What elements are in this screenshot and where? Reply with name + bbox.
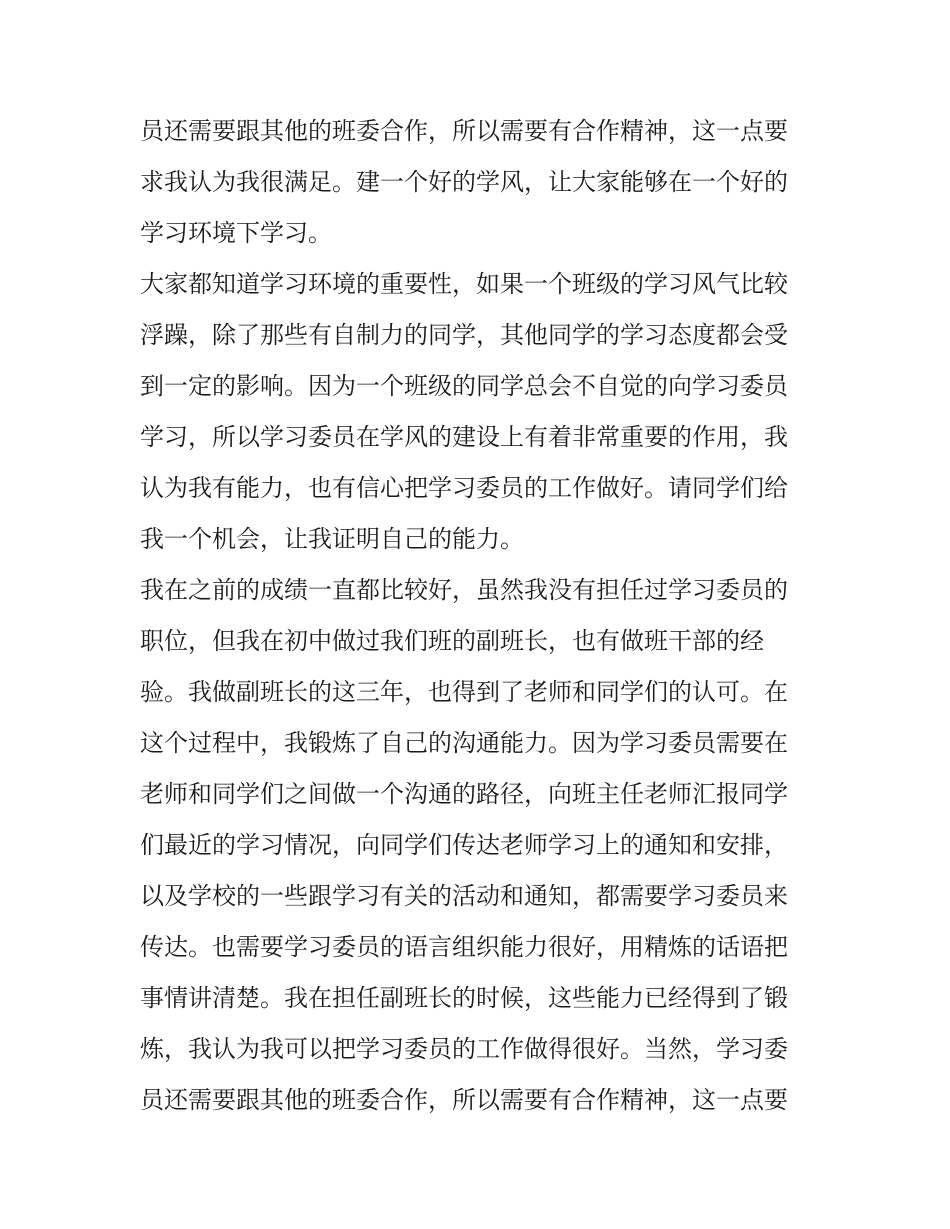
text-line: 员还需要跟其他的班委合作，所以需要有合作精神，这一点要 [140,117,788,145]
text-line: 认为我有能力，也有信心把学习委员的工作做好。请同学们给 [140,474,788,502]
text-line: 老师和同学们之间做一个沟通的路径，向班主任老师汇报同学 [140,780,788,808]
text-line: 们最近的学习情况，向同学们传达老师学习上的通知和安排， [140,831,788,859]
text-line: 大家都知道学习环境的重要性，如果一个班级的学习风气比较 [140,270,788,298]
text-line: 求我认为我很满足。建一个好的学风，让大家能够在一个好的 [140,168,788,196]
text-line: 事情讲清楚。我在担任副班长的时候，这些能力已经得到了锻 [140,984,788,1012]
text-line: 炼，我认为我可以把学习委员的工作做得很好。当然，学习委 [140,1035,788,1063]
text-line: 这个过程中，我锻炼了自己的沟通能力。因为学习委员需要在 [140,729,788,757]
text-line: 到一定的影响。因为一个班级的同学总会不自觉的向学习委员 [140,372,788,400]
text-line: 验。我做副班长的这三年，也得到了老师和同学们的认可。在 [140,678,788,706]
document-body [140,106,812,1126]
text-line: 我在之前的成绩一直都比较好，虽然我没有担任过学习委员的 [140,576,788,604]
text-line: 浮躁，除了那些有自制力的同学，其他同学的学习态度都会受 [140,321,788,349]
text-line: 我一个机会，让我证明自己的能力。 [140,525,524,553]
text-line: 职位，但我在初中做过我们班的副班长，也有做班干部的经 [140,627,764,655]
text-line: 传达。也需要学习委员的语言组织能力很好，用精炼的话语把 [140,933,788,961]
text-line: 学习，所以学习委员在学风的建设上有着非常重要的作用，我 [140,423,788,451]
text-line: 员还需要跟其他的班委合作，所以需要有合作精神，这一点要 [140,1086,788,1114]
text-line: 以及学校的一些跟学习有关的活动和通知，都需要学习委员来 [140,882,788,910]
text-line: 学习环境下学习。 [140,219,332,247]
